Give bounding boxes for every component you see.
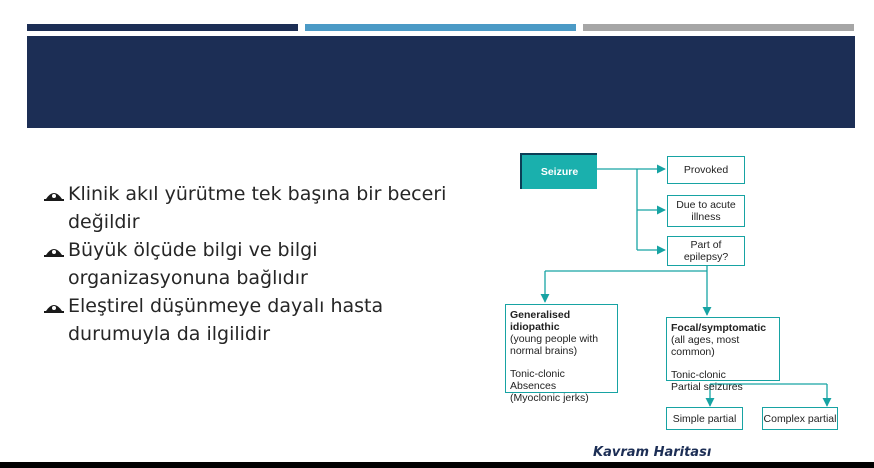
node-focal-symptomatic <box>666 317 780 393</box>
node-label: illness <box>691 211 721 223</box>
node-desc: (young people with <box>510 333 599 345</box>
header-stripe-gray <box>583 24 854 31</box>
node-item: (Myoclonic jerks) <box>510 392 589 404</box>
node-item: Tonic-clonic <box>671 369 726 381</box>
node-desc: (all ages, most common) <box>671 334 740 358</box>
node-epilepsy <box>667 236 745 266</box>
node-label: Due to acute <box>676 199 736 211</box>
node-label: Seizure <box>540 166 579 178</box>
bullet-list <box>44 180 464 348</box>
node-simple-partial <box>666 407 743 430</box>
node-label: Provoked <box>683 164 729 176</box>
node-title: Generalised idiopathic <box>510 309 571 333</box>
bullet-text-line: Büyük ölçüde bilgi ve bilgi <box>68 239 318 261</box>
bullet-item <box>44 236 464 292</box>
node-acute-illness <box>667 195 745 227</box>
reading-lamp-icon <box>44 245 64 257</box>
header-stripe-blue <box>305 24 576 31</box>
reading-lamp-icon <box>44 301 64 313</box>
bullet-text-line: Klinik akıl yürütme tek başına bir beceri <box>68 183 447 205</box>
bullet-text-line: organizasyonuna bağlıdır <box>68 267 308 289</box>
node-label: epilepsy? <box>683 251 729 263</box>
diagram-caption: Kavram Haritası <box>593 445 712 460</box>
node-label: Simple partial <box>672 412 737 425</box>
node-title: Focal/symptomatic <box>671 322 767 334</box>
bullet-text-line: değildir <box>68 211 140 233</box>
bullet-item <box>44 180 464 236</box>
node-item: Absences <box>510 380 557 392</box>
node-seizure <box>520 153 597 189</box>
node-generalised-idiopathic <box>505 304 618 404</box>
bullet-item <box>44 292 464 348</box>
reading-lamp-icon <box>44 189 64 201</box>
node-desc: normal brains) <box>510 345 578 357</box>
title-banner <box>27 36 855 128</box>
bullet-text-line: durumuyla da ilgilidir <box>68 323 271 345</box>
header-stripe-navy <box>27 24 298 31</box>
node-complex-partial <box>762 407 838 430</box>
bullet-text-line: Eleştirel düşünmeye dayalı hasta <box>68 295 384 317</box>
bottom-bar <box>0 462 874 468</box>
node-label: Complex partial <box>763 412 837 425</box>
seizure-concept-map <box>500 150 850 440</box>
node-label: Part of <box>690 239 722 251</box>
node-provoked <box>667 156 745 184</box>
node-item: Partial seizures <box>671 381 743 393</box>
node-item: Tonic-clonic <box>510 368 565 380</box>
